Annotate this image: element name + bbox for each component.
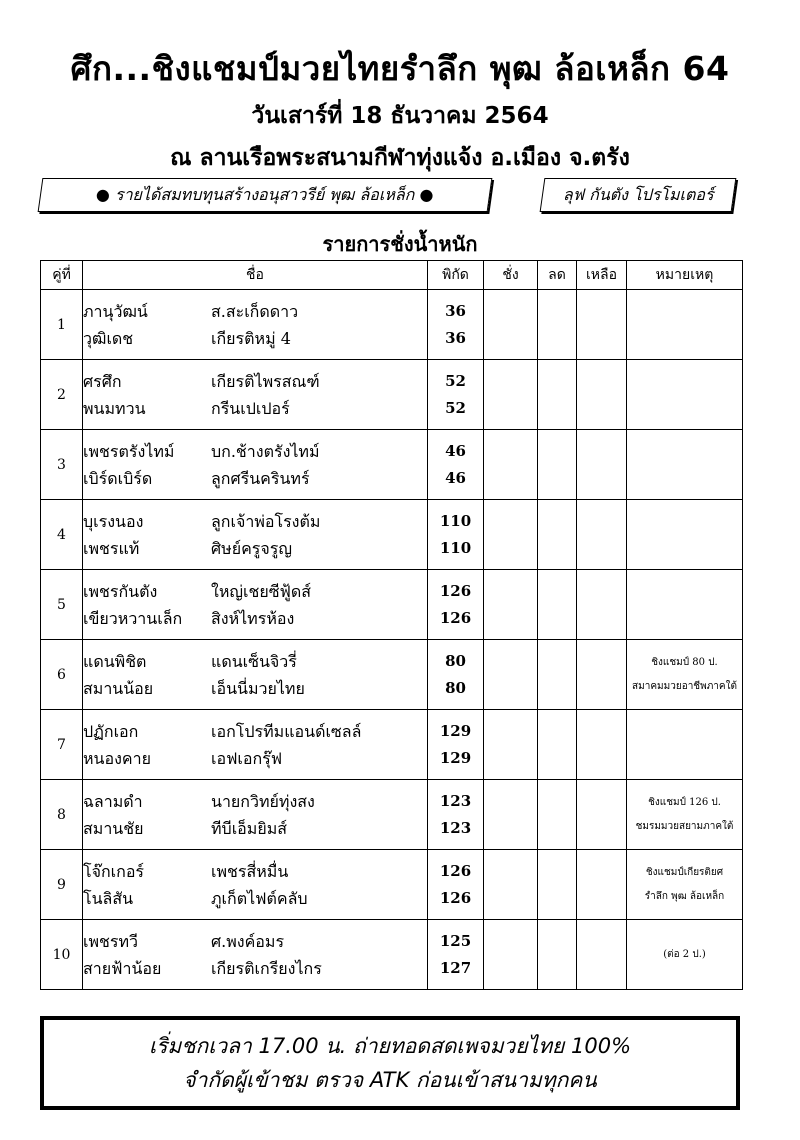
remain-cell [577, 640, 627, 710]
pair-number: 4 [41, 500, 83, 570]
weigh-cell [484, 430, 538, 500]
reduce-cell [538, 360, 577, 430]
fighter-1-name: บุเรงนอง [83, 511, 144, 531]
fighter-2-camp: กรีนเปเปอร์ [211, 398, 290, 418]
fighter-2-camp: ทีบีเอ็มยิมส์ [211, 818, 288, 838]
column-header-name: ชื่อ [83, 261, 428, 290]
pair-number: 9 [41, 850, 83, 920]
remark-line-2: ชมรมมวยสยามภาคใต้ [635, 820, 734, 832]
fighter-2-name: วุฒิเดช [83, 328, 134, 348]
weight-limit [428, 920, 484, 990]
event-venue: ณ ลานเรือพระสนามกีฬาทุ่งแจ้ง อ.เมือง จ.ตรัง [170, 145, 630, 171]
fighter-2-weight: 52 [445, 398, 466, 417]
reduce-cell [538, 780, 577, 850]
pair-number: 8 [41, 780, 83, 850]
reduce-cell [538, 710, 577, 780]
remark-line-1: ชิงแชมป์ 126 ป. [648, 796, 721, 808]
fighter-2-weight: 46 [445, 468, 466, 487]
reduce-cell [538, 500, 577, 570]
fighter-2-weight: 126 [439, 888, 472, 907]
remark-line-2: สมาคมมวยอาชีพภาคใต้ [632, 680, 737, 692]
weigh-cell [484, 780, 538, 850]
remark-cell [627, 850, 743, 920]
fighter-1-name: ภานุวัฒน์ [83, 301, 148, 321]
fighter-names [83, 780, 428, 850]
reduce-cell [538, 850, 577, 920]
remain-cell [577, 360, 627, 430]
fighter-1-camp: นายกวิทย์ทุ่งสง [211, 791, 315, 811]
fighter-1-weight: 126 [439, 581, 472, 600]
fighter-2-name: โนลิสัน [83, 888, 134, 908]
weigh-cell [484, 710, 538, 780]
table-row [41, 430, 743, 500]
fund-note: ● รายได้สมทบทุนสร้างอนุสาวรีย์ พุฒ ล้อเหล็ก ● [96, 184, 434, 204]
fighter-1-camp: ศ.พงค์อมร [211, 931, 285, 951]
fighter-names [83, 920, 428, 990]
fighter-2-weight: 123 [439, 818, 472, 837]
weigh-cell [484, 570, 538, 640]
fighter-2-camp: เอฟเอกรุ๊ฟ [211, 748, 283, 768]
remark-cell [627, 430, 743, 500]
fighter-names [83, 360, 428, 430]
remain-cell [577, 850, 627, 920]
fighter-2-name: สมานน้อย [83, 678, 154, 698]
reduce-cell [538, 430, 577, 500]
fighter-1-weight: 46 [445, 441, 466, 460]
fighter-1-name: ปฏักเอก [83, 721, 139, 741]
fighter-2-weight: 110 [439, 538, 472, 557]
fighter-2-name: สายฟ้าน้อย [83, 958, 162, 978]
remark-cell [627, 500, 743, 570]
fighter-2-camp: เกียรติหมู่ 4 [211, 328, 291, 348]
fighter-names [83, 640, 428, 710]
remain-cell [577, 570, 627, 640]
column-header-limit: พิกัด [428, 261, 484, 290]
weigh-cell [484, 850, 538, 920]
remain-cell [577, 920, 627, 990]
remark-cell [627, 290, 743, 360]
fighter-1-weight: 110 [439, 511, 472, 530]
pair-number: 3 [41, 430, 83, 500]
reduce-cell [538, 570, 577, 640]
remark-cell [627, 920, 743, 990]
weigh-cell [484, 500, 538, 570]
weigh-cell [484, 920, 538, 990]
fighter-1-camp: บก.ช้างตรังไทม์ [211, 441, 320, 461]
remark-cell [627, 570, 743, 640]
fighter-1-camp: ใหญ่เชยซีฟู้ดส์ [211, 581, 312, 601]
fighter-2-weight: 80 [445, 678, 466, 697]
pair-number: 1 [41, 290, 83, 360]
table-row [41, 290, 743, 360]
weight-limit [428, 780, 484, 850]
footer-notice [40, 1016, 740, 1110]
fighter-2-weight: 36 [445, 328, 466, 347]
fighter-2-name: เพชรแท้ [83, 538, 140, 558]
reduce-cell [538, 290, 577, 360]
table-row [41, 570, 743, 640]
promoter-box [540, 178, 737, 212]
remark-cell [627, 780, 743, 850]
fighter-1-camp: ลูกเจ้าพ่อโรงต้ม [211, 511, 321, 531]
remark-line-1: ชิงแชมป์เกียรติยศ [645, 866, 724, 878]
fighter-1-name: แดนพิชิต [83, 651, 147, 671]
fighter-1-weight: 129 [439, 721, 472, 740]
fighter-2-name: หนองคาย [83, 748, 151, 768]
pair-number: 7 [41, 710, 83, 780]
footer-start-time: เริ่มชกเวลา 17.00 น. ถ่ายทอดสดเพจมวยไทย 100% [148, 1034, 632, 1058]
fighter-2-weight: 126 [439, 608, 472, 627]
fighter-1-name: เพชรตรังไทม์ [83, 441, 175, 461]
fighter-names [83, 430, 428, 500]
fighter-2-name: สมานชัย [83, 818, 144, 838]
weight-limit [428, 360, 484, 430]
weight-limit [428, 290, 484, 360]
fighter-1-name: เพชรทวี [83, 931, 138, 951]
fighter-2-name: เบิร์ดเบิร์ด [83, 468, 153, 488]
fighter-names [83, 710, 428, 780]
fighter-1-name: โจ๊กเกอร์ [83, 861, 145, 881]
table-row [41, 360, 743, 430]
weight-limit [428, 500, 484, 570]
fighter-names [83, 850, 428, 920]
weight-limit [428, 850, 484, 920]
fighter-names [83, 570, 428, 640]
weigh-in-title: รายการชั่งน้ำหนัก [322, 232, 478, 256]
fighter-1-name: เพชรกันตัง [83, 581, 158, 601]
column-header-weigh: ชั่ง [484, 261, 538, 290]
fighter-2-camp: ภูเก็ตไฟต์คลับ [211, 888, 308, 908]
fighter-2-name: เขียวหวานเล็ก [83, 608, 183, 628]
fighter-1-weight: 52 [445, 371, 466, 390]
fighter-1-weight: 125 [439, 931, 472, 950]
footer-atk-notice: จำกัดผู้เข้าชม ตรวจ ATK ก่อนเข้าสนามทุกคน [183, 1068, 597, 1092]
fighter-1-camp: เพชรสี่หมื่น [211, 861, 289, 881]
weigh-cell [484, 290, 538, 360]
fund-note-box [38, 178, 493, 212]
remain-cell [577, 500, 627, 570]
fighter-2-camp: เอ็นนี่มวยไทย [211, 678, 305, 698]
fighter-1-name: ศรศึก [83, 371, 122, 391]
weight-limit [428, 430, 484, 500]
weigh-cell [484, 360, 538, 430]
column-header-reduce: ลด [538, 261, 577, 290]
pair-number: 5 [41, 570, 83, 640]
fighter-1-camp: แดนเซ็นจิวรี่ [211, 651, 297, 671]
weigh-in-table [40, 260, 743, 990]
weight-limit [428, 570, 484, 640]
fighter-2-camp: เกียรติเกรียงไกร [211, 958, 322, 978]
column-header-remain: เหลือ [577, 261, 627, 290]
remark-line-1: (ต่อ 2 ป.) [663, 948, 706, 960]
remark-cell [627, 710, 743, 780]
table-row [41, 500, 743, 570]
remark-line-1: ชิงแชมป์ 80 ป. [651, 656, 718, 668]
column-header-remark: หมายเหตุ [627, 261, 743, 290]
reduce-cell [538, 640, 577, 710]
table-row [41, 710, 743, 780]
fighter-2-camp: สิงห์ไทรห้อง [211, 608, 295, 628]
fighter-2-weight: 129 [439, 748, 472, 767]
remain-cell [577, 290, 627, 360]
fighter-1-weight: 126 [439, 861, 472, 880]
fighter-2-weight: 127 [439, 958, 472, 977]
fighter-2-camp: ลูกศรีนครินทร์ [211, 468, 310, 488]
remain-cell [577, 710, 627, 780]
remark-cell [627, 640, 743, 710]
fighter-1-name: ฉลามดำ [83, 791, 143, 811]
remark-line-2: รำลึก พุฒ ล้อเหล็ก [644, 890, 725, 902]
table-row [41, 850, 743, 920]
remain-cell [577, 430, 627, 500]
fighter-1-camp: ส.สะเก็ดดาว [211, 301, 299, 321]
remark-cell [627, 360, 743, 430]
fighter-2-name: พนมทวน [83, 398, 146, 418]
pair-number: 2 [41, 360, 83, 430]
table-header-row [41, 261, 743, 290]
weigh-cell [484, 640, 538, 710]
fighter-1-weight: 123 [439, 791, 472, 810]
weight-limit [428, 640, 484, 710]
fighter-names [83, 500, 428, 570]
table-row [41, 780, 743, 850]
reduce-cell [538, 920, 577, 990]
fighter-1-camp: เกียรติไพรสณฑ์ [211, 371, 320, 391]
event-date: วันเสาร์ที่ 18 ธันวาคม 2564 [251, 103, 549, 129]
pair-number: 6 [41, 640, 83, 710]
fighter-2-camp: ศิษย์ครูจรูญ [211, 538, 292, 558]
table-row [41, 640, 743, 710]
event-title: ศึก...ชิงแชมป์มวยไทยรำลึก พุฒ ล้อเหล็ก 64 [70, 49, 730, 88]
weight-limit [428, 710, 484, 780]
table-row [41, 920, 743, 990]
fighter-1-weight: 80 [445, 651, 466, 670]
promoter-name: ลุฟ กันตัง โปรโมเตอร์ [562, 184, 714, 204]
pair-number: 10 [41, 920, 83, 990]
column-header-pair: คู่ที่ [41, 261, 83, 290]
fighter-1-weight: 36 [445, 301, 466, 320]
remain-cell [577, 780, 627, 850]
fighter-1-camp: เอกโปรทีมแอนด์เซลล์ [211, 721, 362, 741]
fighter-names [83, 290, 428, 360]
